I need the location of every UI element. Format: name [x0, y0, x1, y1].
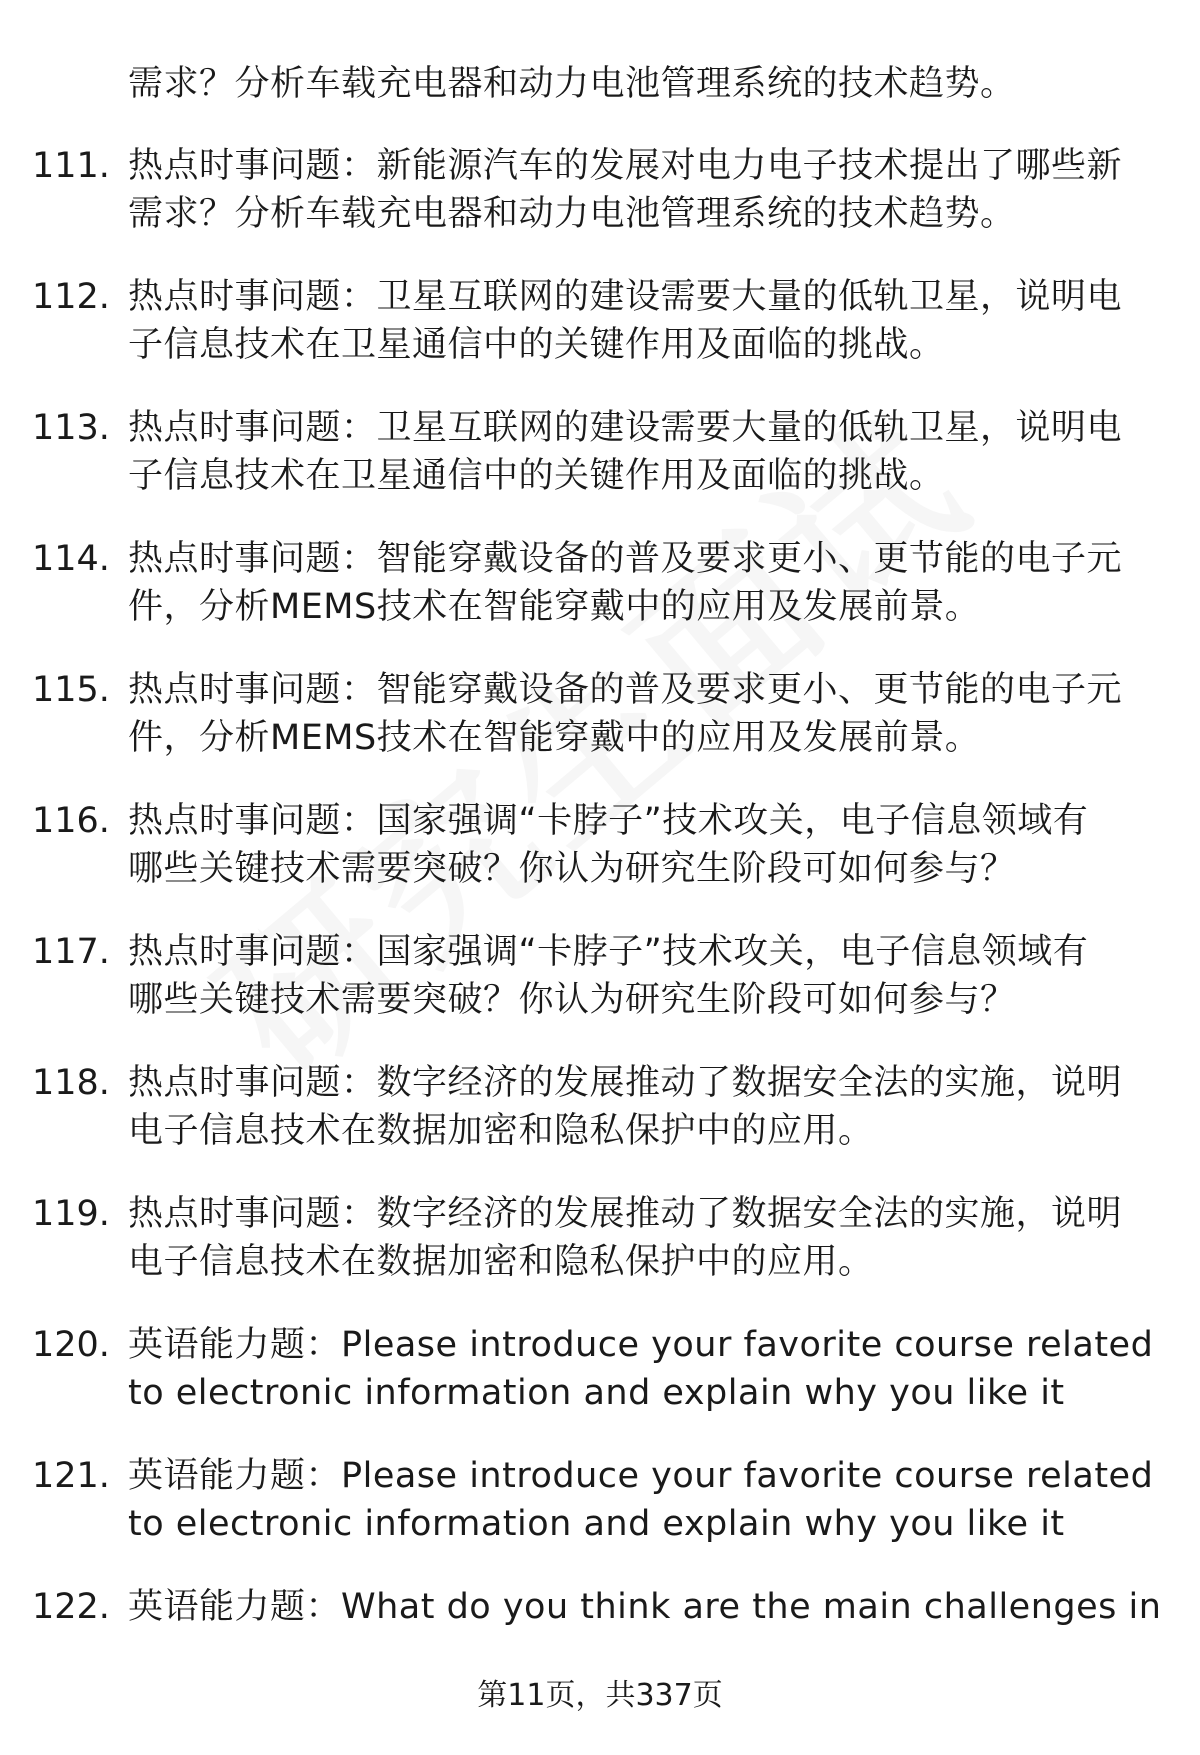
- item-text-line-1: 英语能力题：What do you think are the main challenges in: [128, 1587, 1162, 1627]
- item-text-line-1: 热点时事问题：国家强调“卡脖子”技术攻关，电子信息领域有: [128, 801, 1089, 841]
- item-number: 119.: [32, 1194, 110, 1234]
- item-text-line-2: 子信息技术在卫星通信中的关键作用及面临的挑战。: [128, 456, 945, 496]
- list-item: [0, 1452, 1200, 1583]
- list-item: [0, 1583, 1200, 1643]
- item-text-line-1: 英语能力题：Please introduce your favorite course related: [128, 1325, 1154, 1365]
- list-item: [0, 1190, 1200, 1321]
- question-list: [0, 142, 1200, 1643]
- item-text-line-1: 热点时事问题：卫星互联网的建设需要大量的低轨卫星，说明电: [128, 408, 1123, 448]
- list-item: [0, 142, 1200, 273]
- item-text-line-1: 热点时事问题：数字经济的发展推动了数据安全法的实施，说明: [128, 1063, 1123, 1103]
- item-text-line-2: 需求？分析车载充电器和动力电池管理系统的技术趋势。: [128, 194, 1016, 234]
- item-number: 121.: [32, 1456, 110, 1496]
- list-item: [0, 1321, 1200, 1452]
- list-item: [0, 273, 1200, 404]
- list-item: [0, 797, 1200, 928]
- list-item: [0, 1059, 1200, 1190]
- item-number: 118.: [32, 1063, 110, 1103]
- item-text-line-2: to electronic information and explain why you like it: [128, 1504, 1065, 1544]
- item-number: 112.: [32, 277, 110, 317]
- list-item: [0, 928, 1200, 1059]
- item-text-line-1: 热点时事问题：智能穿戴设备的普及要求更小、更节能的电子元: [128, 670, 1123, 710]
- item-text-line-2: to electronic information and explain why you like it: [128, 1373, 1065, 1413]
- list-item: [0, 666, 1200, 797]
- item-number: 114.: [32, 539, 110, 579]
- item-number: 113.: [32, 408, 110, 448]
- item-text-line-1: 热点时事问题：国家强调“卡脖子”技术攻关，电子信息领域有: [128, 932, 1089, 972]
- item-text-line-2: 电子信息技术在数据加密和隐私保护中的应用。: [128, 1242, 874, 1282]
- page-footer: 第11页，共337页: [477, 1678, 723, 1713]
- item-text-line-2: 电子信息技术在数据加密和隐私保护中的应用。: [128, 1111, 874, 1151]
- item-text-line-2: 件，分析MEMS技术在智能穿戴中的应用及发展前景。: [128, 587, 981, 627]
- item-text-line-1: 英语能力题：Please introduce your favorite course related: [128, 1456, 1154, 1496]
- item-number: 120.: [32, 1325, 110, 1365]
- item-text-line-2: 子信息技术在卫星通信中的关键作用及面临的挑战。: [128, 325, 945, 365]
- list-item: [0, 535, 1200, 666]
- item-number: 117.: [32, 932, 110, 972]
- item-text-line-1: 热点时事问题：智能穿戴设备的普及要求更小、更节能的电子元: [128, 539, 1123, 579]
- item-text-line-2: 件，分析MEMS技术在智能穿戴中的应用及发展前景。: [128, 718, 981, 758]
- item-text-line-1: 热点时事问题：卫星互联网的建设需要大量的低轨卫星，说明电: [128, 277, 1123, 317]
- continuation-line: 需求？分析车载充电器和动力电池管理系统的技术趋势。: [128, 64, 1016, 104]
- item-number: 111.: [32, 146, 110, 186]
- list-item: [0, 404, 1200, 535]
- item-number: 116.: [32, 801, 110, 841]
- item-text-line-2: 哪些关键技术需要突破？你认为研究生阶段可如何参与？: [128, 980, 1016, 1020]
- item-text-line-2: 哪些关键技术需要突破？你认为研究生阶段可如何参与？: [128, 849, 1016, 889]
- item-text-line-1: 热点时事问题：数字经济的发展推动了数据安全法的实施，说明: [128, 1194, 1123, 1234]
- item-number: 115.: [32, 670, 110, 710]
- item-text-line-1: 热点时事问题：新能源汽车的发展对电力电子技术提出了哪些新: [128, 146, 1123, 186]
- item-number: 122.: [32, 1587, 110, 1627]
